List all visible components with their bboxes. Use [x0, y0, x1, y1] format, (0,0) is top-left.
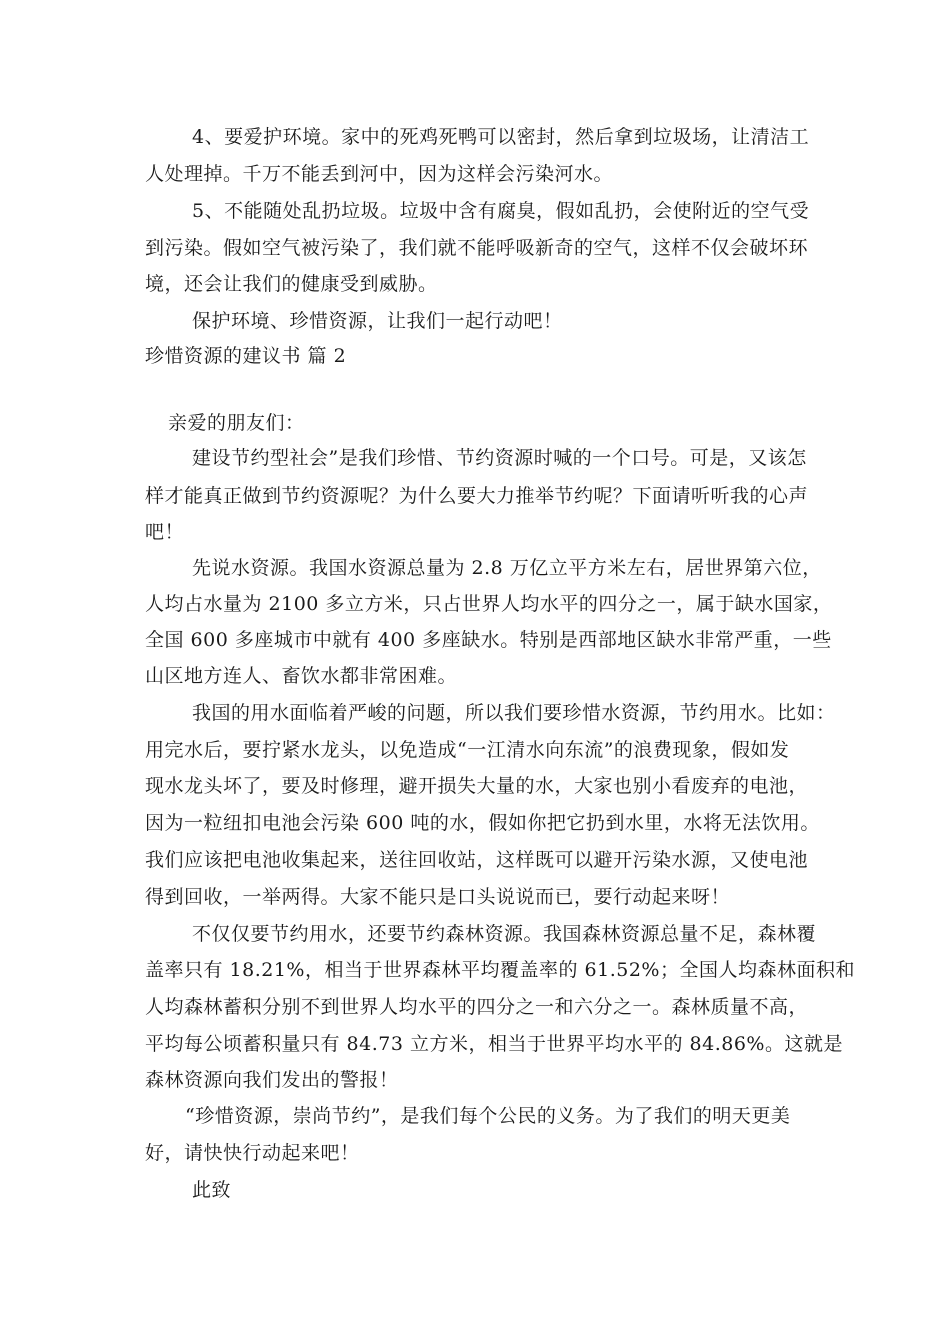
para-3-line-3: 现水龙头坏了，要及时修理，避开损失大量的水，大家也别小看废弃的电池，: [145, 775, 809, 797]
para-2-line-4: 山区地方连人、畜饮水都非常困难。: [145, 665, 458, 687]
para-1-line-2: 样才能真正做到节约资源呢？为什么要大力推举节约呢？下面请听听我的心声: [145, 485, 809, 507]
para-4-line-3: 人均森林蓄积分别不到世界人均水平的四分之一和六分之一。森林质量不高，: [145, 996, 809, 1018]
sign-off: 此致: [192, 1179, 232, 1201]
para-4-line-4: 平均每公顷蓄积量只有 84.73 立方米，相当于世界平均水平的 84.86%。这就是: [145, 1033, 843, 1055]
para-1-line-3: 吧！: [145, 521, 185, 543]
closing-line: 保护环境、珍惜资源，让我们一起行动吧！: [192, 310, 563, 332]
para-3-line-6: 得到回收，一举两得。大家不能只是口头说说而已，要行动起来呀！: [145, 886, 731, 908]
section-heading: 珍惜资源的建议书 篇 2: [145, 345, 347, 367]
item-4-line-1: 4、要爱护环境。家中的死鸡死鸭可以密封，然后拿到垃圾场，让清洁工: [192, 126, 810, 148]
para-4-line-5: 森林资源向我们发出的警报！: [145, 1069, 399, 1091]
para-3-line-5: 我们应该把电池收集起来，送往回收站，这样既可以避开污染水源，又使电池: [145, 849, 809, 871]
para-3-line-2: 用完水后，要拧紧水龙头，以免造成“一江清水向东流”的浪费现象，假如发: [145, 739, 790, 761]
item-5-line-2: 到污染。假如空气被污染了，我们就不能呼吸新奇的空气，这样不仅会破坏环: [145, 237, 809, 259]
item-5-line-1: 5、不能随处乱扔垃圾。垃圾中含有腐臭，假如乱扔，会使附近的空气受: [192, 200, 810, 222]
para-2-line-2: 人均占水量为 2100 多立方米，只占世界人均水平的四分之一，属于缺水国家，: [145, 593, 833, 615]
item-5-line-3: 境，还会让我们的健康受到威胁。: [145, 273, 438, 295]
para-3-line-4: 因为一粒纽扣电池会污染 600 吨的水，假如你把它扔到水里，水将无法饮用。: [145, 812, 820, 834]
para-4-line-1: 不仅仅要节约用水，还要节约森林资源。我国森林资源总量不足，森林覆: [192, 923, 817, 945]
para-5-line-1: “珍惜资源，崇尚节约”，是我们每个公民的义务。为了我们的明天更美: [185, 1105, 791, 1127]
para-4-line-2: 盖率只有 18.21%，相当于世界森林平均覆盖率的 61.52%；全国人均森林面积和: [145, 959, 855, 981]
item-4-line-2: 人处理掉。千万不能丢到河中，因为这样会污染河水。: [145, 163, 614, 185]
salutation: 亲爱的朋友们：: [168, 412, 305, 434]
para-5-line-2: 好，请快快行动起来吧！: [145, 1142, 360, 1164]
para-1-line-1: 建设节约型社会”是我们珍惜、节约资源时喊的一个口号。可是，又该怎: [192, 447, 807, 469]
para-2-line-3: 全国 600 多座城市中就有 400 多座缺水。特别是西部地区缺水非常严重，一些: [145, 629, 832, 651]
para-2-line-1: 先说水资源。我国水资源总量为 2.8 万亿立平方米左右，居世界第六位，: [192, 557, 822, 579]
para-3-line-1: 我国的用水面临着严峻的问题，所以我们要珍惜水资源，节约用水。比如：: [192, 702, 836, 724]
